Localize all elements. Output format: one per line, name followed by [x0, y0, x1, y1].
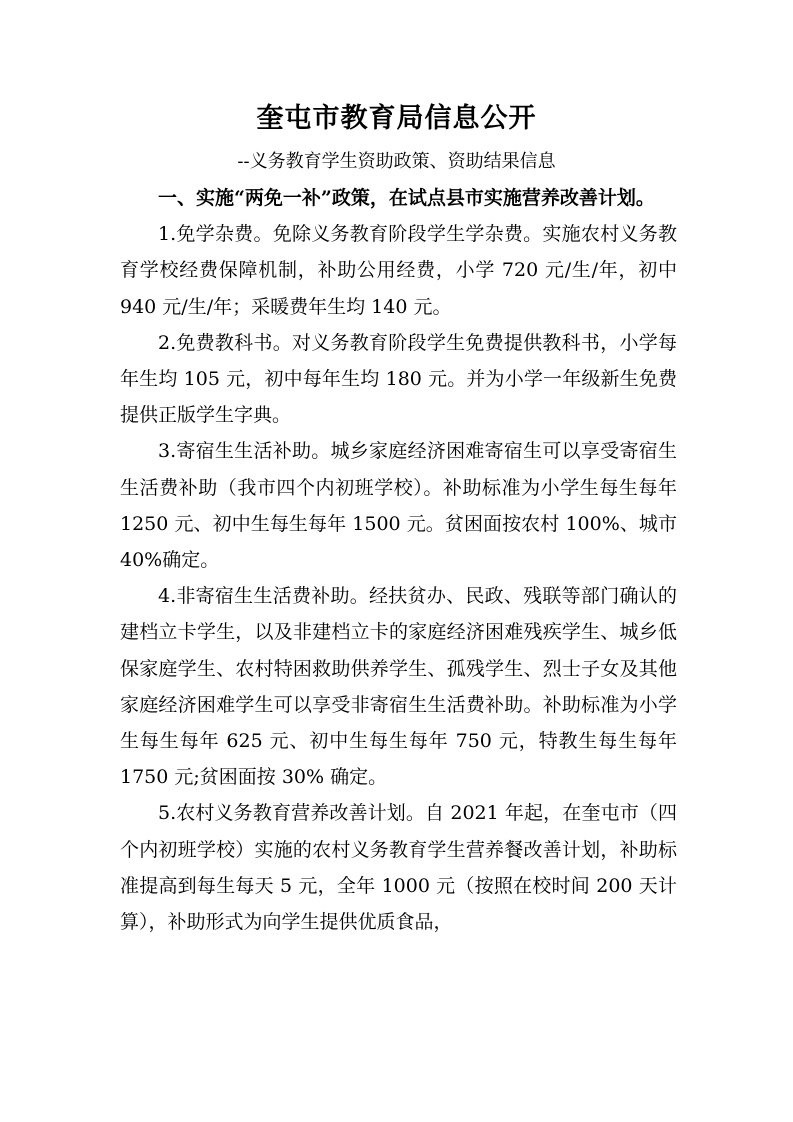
page-subtitle: --义务教育学生资助政策、资助结果信息	[237, 151, 556, 172]
paragraph-boarding-subsidy: 3.寄宿生生活补助。城乡家庭经济困难寄宿生可以享受寄宿生生活费补助（我市四个内初班学校）。补助标准为小学生每生每年 1250 元、初中生每生每年 1500 元。贫困面按农村 100%、城市 40%确定。	[120, 440, 677, 572]
document-body	[120, 180, 677, 940]
paragraph-non-boarding-subsidy: 4.非寄宿生生活费补助。经扶贫办、民政、残联等部门确认的建档立卡学生，以及非建档立卡的家庭经济困难残疾学生、城乡低保家庭学生、农村特困救助供养学生、孤残学生、烈士子女及其他家庭经济困难学生可以享受非寄宿生生活费补助。补助标准为小学生每生每年 625 元、初中生每生每年 750 元，特教生每生每年 1750 元;贫困面按 30% 确定。	[120, 585, 677, 789]
paragraph-tuition-exemption: 1.免学杂费。免除义务教育阶段学生学杂费。实施农村义务教育学校经费保障机制，补助公用经费，小学 720 元/生/年，初中 940 元/生/年；采暖费年生均 140 元。	[120, 223, 677, 318]
paragraph-nutrition-plan: 5.农村义务教育营养改善计划。自 2021 年起，在奎屯市（四个内初班学校）实施的农村义务教育学生营养餐改善计划，补助标准提高到每生每天 5 元，全年 1000 元（按照在校时间 200 天计算），补助形式为向学生提供优质食品，	[120, 802, 677, 934]
section-heading: 一、实施“两免一补”政策，在试点县市实施营养改善计划。	[158, 187, 655, 209]
page-title: 奎屯市教育局信息公开	[256, 103, 537, 134]
paragraph-free-textbooks: 2.免费教科书。对义务教育阶段学生免费提供教科书，小学每年生均 105 元，初中每年生均 180 元。并为小学一年级新生免费提供正版学生字典。	[120, 331, 677, 427]
